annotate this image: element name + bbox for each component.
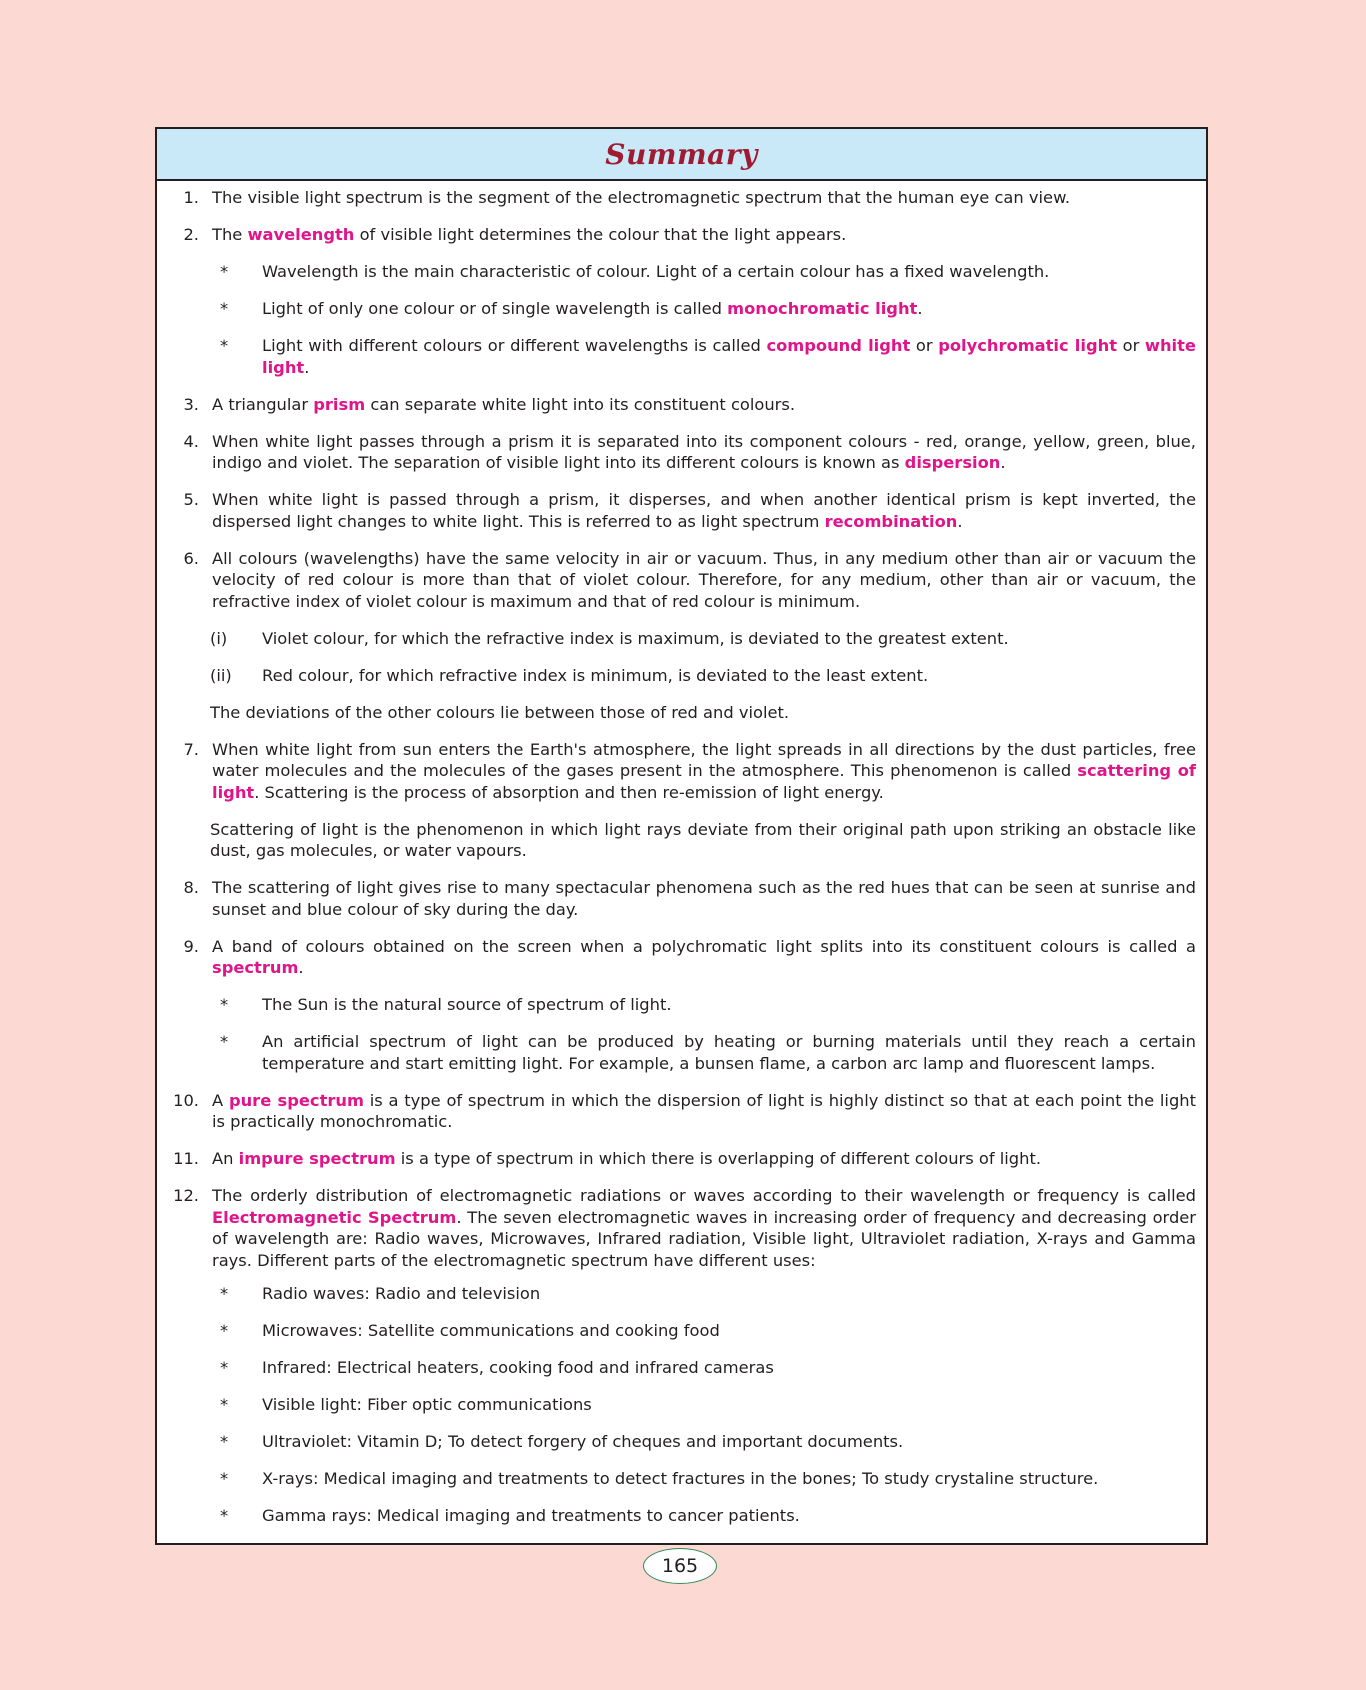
bullet-mark: * [220,299,229,318]
item-text: When white light from sun enters the Earth's atmosphere, the light spreads in all directions by the dust particles, free water molecules and the molecules of the gases present in the atmosphere. This phenomenon is called scattering of light. Scattering is the process of absorption and then re-emission of light energy. [212,739,1196,802]
item-number: 2. [183,225,199,244]
item-number: 7. [183,739,199,759]
bullet-mark: * [220,1506,229,1525]
bullet-item [157,1283,1196,1305]
summary-item-9 [157,936,1196,979]
term-prism: prism [313,394,366,414]
bullet-text: Infrared: Electrical heaters, cooking food and infrared cameras [262,1358,774,1377]
bullet-mark: * [220,995,229,1014]
bullet-item [157,1357,1196,1379]
bullet-text: Gamma rays: Medical imaging and treatments to cancer patients. [262,1506,800,1525]
bullet-mark: * [220,1358,229,1377]
roman-text: Violet colour, for which the refractive index is maximum, is deviated to the greatest extent. [262,628,1009,648]
summary-item-2 [157,224,1196,246]
bullet-mark: * [220,1432,229,1451]
bullet-text: Radio waves: Radio and television [262,1284,541,1303]
item-number: 9. [183,936,199,956]
term-scattering-of-light: scattering of light [212,761,1196,802]
summary-item-5 [157,489,1196,532]
bullet-item [157,1431,1196,1453]
page-number: 165 [643,1548,717,1584]
summary-item-11 [157,1148,1196,1170]
term-white-light: white light [262,336,1196,377]
summary-title: Summary [605,137,758,171]
term-dispersion: dispersion [904,453,1001,472]
item-text: A band of colours obtained on the screen when a polychromatic light splits into its constituent colours is called a spectrum. [212,936,1196,977]
summary-item-3 [157,394,1196,416]
item-text: When white light passes through a prism it is separated into its component colours - red, orange, yellow, green, blue, indigo and violet. The separation of visible light into its different colours is known as dispersion. [212,431,1196,472]
bullet-mark: * [220,1321,229,1340]
item-number: 12. [173,1186,199,1205]
item-text: The orderly distribution of electromagnetic radiations or waves according to their wavelength or frequency is called Electromagnetic Spectrum. The seven electromagnetic waves in increasing order of frequency and decreasing order of wavelength are: Radio waves, Microwaves, Infrared radiation, Visible light, Ultraviolet radiation, X-rays and Gamma rays. Different parts of the electromagnetic spectrum have different uses: [212,1186,1196,1270]
roman-item [157,665,1196,687]
summary-header [157,129,1206,181]
bullet-item [157,298,1196,320]
bullet-item [157,994,1196,1016]
summary-item-6 [157,548,1196,613]
bullet-text: Microwaves: Satellite communications and cooking food [262,1321,720,1340]
term-spectrum: spectrum [212,958,299,977]
bullet-text: X-rays: Medical imaging and treatments to detect fractures in the bones; To study crystaline structure. [262,1469,1099,1488]
bullet-text: Wavelength is the main characteristic of colour. Light of a certain colour has a fixed wavelength. [262,262,1050,281]
term-electromagnetic-spectrum: Electromagnetic Spectrum [212,1207,457,1227]
summary-box [155,127,1208,1545]
bullet-text: Light of only one colour or of single wavelength is called monochromatic light. [262,299,923,318]
summary-item-4 [157,431,1196,474]
item-number: 8. [183,878,199,897]
bullet-mark: * [220,336,229,355]
bullet-mark: * [220,1395,229,1414]
bullet-item [157,261,1196,283]
summary-item-10 [157,1090,1196,1133]
summary-item-8 [157,877,1196,920]
item-text: The visible light spectrum is the segment of the electromagnetic spectrum that the human eye can view. [212,188,1071,207]
term-recombination: recombination [824,511,958,531]
item-text: An impure spectrum is a type of spectrum in which there is overlapping of different colours of light. [212,1149,1042,1168]
bullet-text: Visible light: Fiber optic communications [262,1395,592,1414]
item-number: 1. [183,188,199,207]
bullet-mark: * [220,1284,229,1303]
item-number: 11. [173,1149,199,1168]
bullet-mark: * [220,262,229,281]
item-paragraph: The deviations of the other colours lie between those of red and violet. [210,702,790,722]
item-number: 4. [183,431,199,451]
summary-content [157,181,1206,1543]
roman-text: Red colour, for which refractive index is minimum, is deviated to the least extent. [262,665,929,685]
roman-mark: (ii) [210,665,232,685]
item-number: 3. [183,394,199,414]
bullet-mark: * [220,1032,229,1051]
item-number: 6. [183,548,199,568]
bullet-item [157,1320,1196,1342]
bullet-text: The Sun is the natural source of spectrum of light. [262,995,672,1014]
item-text: When white light is passed through a prism, it disperses, and when another identical prism is kept inverted, the dispersed light changes to white light. This is referred to as light spectrum recombination. [212,490,1196,531]
bullet-text: Light with different colours or different wavelengths is called compound light or polychromatic light or white light. [262,336,1196,377]
term-impure-spectrum: impure spectrum [238,1149,396,1168]
term-compound-light: compound light [766,336,911,355]
bullet-item [157,1468,1196,1490]
item-text: A pure spectrum is a type of spectrum in which the dispersion of light is highly distinct so that at each point the light is practically monochromatic. [212,1090,1196,1131]
item-text: The wavelength of visible light determines the colour that the light appears. [212,225,847,244]
bullet-item [157,1031,1196,1074]
bullet-text: An artificial spectrum of light can be produced by heating or burning materials until they reach a certain temperature and start emitting light. For example, a bunsen flame, a carbon arc lamp and fluorescent lamps. [262,1032,1196,1073]
bullet-item [157,335,1196,378]
item-text: All colours (wavelengths) have the same velocity in air or vacuum. Thus, in any medium other than air or vacuum the velocity of red colour is more than that of violet colour. Therefore, for any medium, other than air or vacuum, the refractive index of violet colour is maximum and that of red colour is minimum. [212,548,1196,611]
bullet-item [157,1394,1196,1416]
bullet-text: Ultraviolet: Vitamin D; To detect forgery of cheques and important documents. [262,1432,904,1451]
item-number: 5. [183,490,199,509]
item-text: A triangular prism can separate white light into its constituent colours. [212,394,796,414]
summary-item-7 [157,739,1196,804]
term-pure-spectrum: pure spectrum [228,1090,364,1110]
term-polychromatic-light: polychromatic light [938,336,1117,355]
summary-item-12 [157,1185,1196,1271]
term-monochromatic-light: monochromatic light [727,299,918,318]
item-number: 10. [173,1090,199,1110]
bullet-mark: * [220,1469,229,1488]
term-wavelength: wavelength [247,225,355,244]
summary-item-1 [157,187,1196,209]
roman-item [157,628,1196,650]
roman-mark: (i) [210,628,228,648]
bullet-item [157,1505,1196,1527]
item-paragraph: Scattering of light is the phenomenon in which light rays deviate from their original path upon striking an obstacle like dust, gas molecules, or water vapours. [210,819,1196,860]
item-text: The scattering of light gives rise to many spectacular phenomena such as the red hues that can be seen at sunrise and sunset and blue colour of sky during the day. [212,878,1196,919]
